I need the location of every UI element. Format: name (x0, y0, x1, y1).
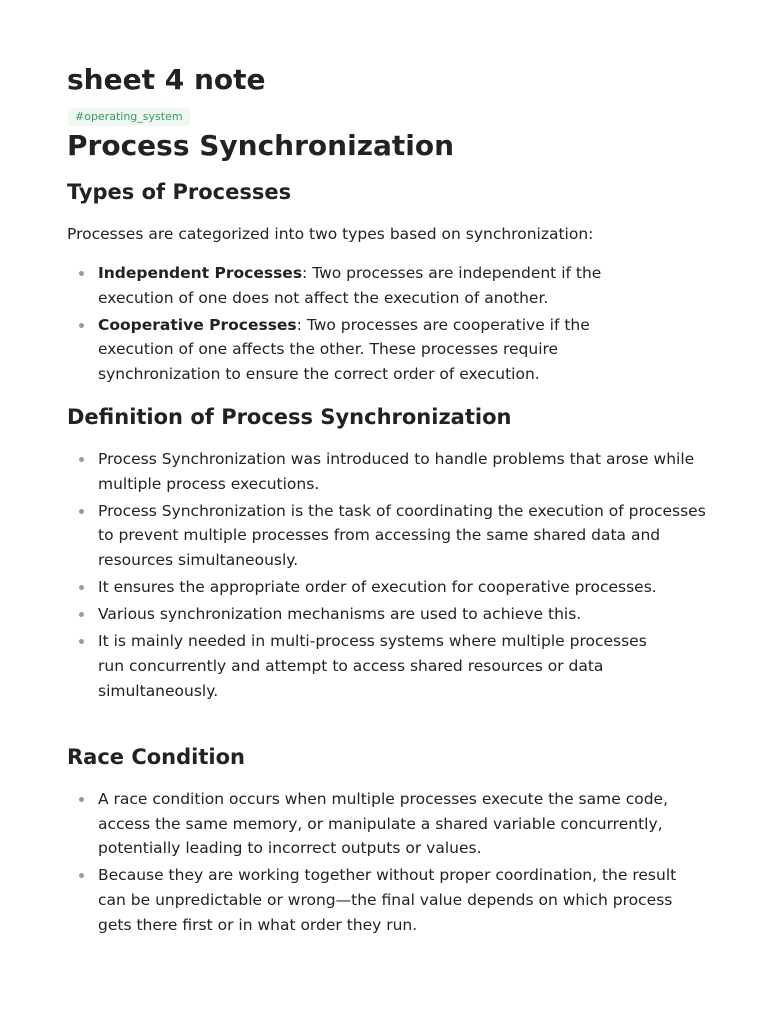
race-heading: Race Condition (67, 745, 245, 769)
list-item: It ensures the appropriate order of execution for cooperative processes. (67, 575, 707, 600)
list-item (67, 261, 707, 310)
tag-operating-system[interactable]: #operating_system (68, 108, 190, 126)
list-item-text: : Two processes are independent if the execution of one does not affect the execution of another. (98, 264, 602, 307)
list-item (67, 313, 707, 387)
note-title: sheet 4 note (67, 63, 266, 96)
types-list (67, 261, 707, 389)
list-item: Process Synchronization is the task of coordinating the execution of processes to prevent multiple processes from accessing the same shared data and resources simultaneously. (67, 499, 707, 573)
types-heading: Types of Processes (67, 180, 292, 204)
list-item: Process Synchronization was introduced to handle problems that arose while multiple process executions. (67, 447, 707, 496)
definition-heading: Definition of Process Synchronization (67, 405, 512, 429)
list-item: Because they are working together without proper coordination, the result can be unpredictable or wrong—the final value depends on which process gets there first or in what order they run. (67, 863, 707, 937)
list-item: It is mainly needed in multi-process systems where multiple processes run concurrently and attempt to access shared resources or data simultaneously. (67, 629, 707, 703)
race-list (67, 787, 707, 940)
list-item: A race condition occurs when multiple processes execute the same code, access the same memory, or manipulate a shared variable concurrently, potentially leading to incorrect outputs or values. (67, 787, 707, 861)
main-heading: Process Synchronization (67, 129, 455, 162)
list-item-term: Cooperative Processes (98, 315, 297, 334)
list-item-term: Independent Processes (98, 264, 303, 282)
list-item-text: : Two processes are cooperative if the execution of one affects the other. These processes require synchronization to ensure the correct order of execution. (98, 315, 590, 384)
list-item: Various synchronization mechanisms are used to achieve this. (67, 602, 707, 627)
definition-list (67, 447, 707, 706)
types-intro: Processes are categorized into two types based on synchronization: (67, 225, 594, 243)
